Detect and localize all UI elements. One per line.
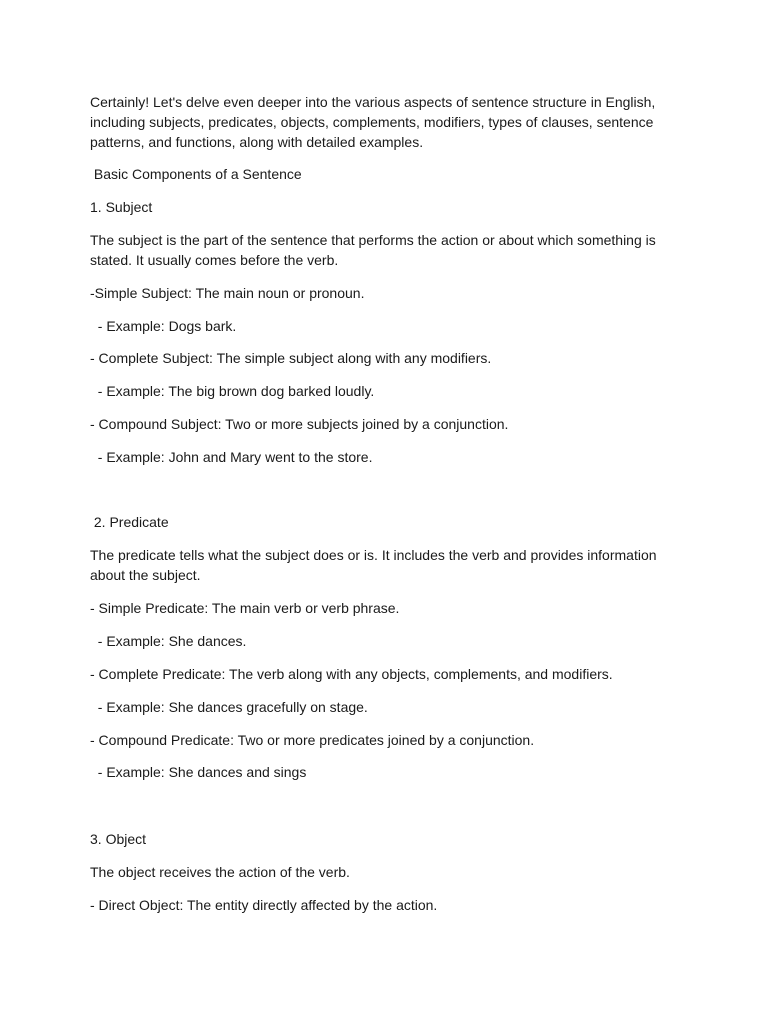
complete-predicate-item: - Complete Predicate: The verb along with any objects, complements, and modifiers. [90, 666, 613, 682]
predicate-description: The predicate tells what the subject does or is. It includes the verb and provides information about the subject. [90, 547, 657, 583]
simple-subject-item: -Simple Subject: The main noun or pronoun. [90, 285, 365, 301]
complete-subject-example: - Example: The big brown dog barked loudly. [90, 383, 375, 399]
simple-subject-example: - Example: Dogs bark. [90, 318, 237, 334]
compound-predicate-example: - Example: She dances and sings [90, 764, 307, 780]
complete-predicate-example: - Example: She dances gracefully on stage. [90, 699, 368, 715]
compound-predicate-item: - Compound Predicate: Two or more predicates joined by a conjunction. [90, 732, 535, 748]
predicate-heading: 2. Predicate [90, 514, 169, 530]
object-description: The object receives the action of the verb. [90, 864, 350, 880]
subject-description: The subject is the part of the sentence that performs the action or about which something is stated. It usually comes before the verb. [90, 232, 656, 268]
complete-subject-item: - Complete Subject: The simple subject along with any modifiers. [90, 350, 492, 366]
section-heading: Basic Components of a Sentence [90, 166, 302, 182]
compound-subject-example: - Example: John and Mary went to the store. [90, 449, 373, 465]
object-heading: 3. Object [90, 831, 147, 847]
intro-paragraph: Certainly! Let's delve even deeper into the various aspects of sentence structure in English, including subjects, predicates, objects, complements, modifiers, types of clauses, sentence patterns, and functions, along with detailed examples. [90, 94, 656, 150]
direct-object-item: - Direct Object: The entity directly affected by the action. [90, 897, 438, 913]
simple-predicate-example: - Example: She dances. [90, 633, 247, 649]
simple-predicate-item: - Simple Predicate: The main verb or verb phrase. [90, 600, 400, 616]
compound-subject-item: - Compound Subject: Two or more subjects joined by a conjunction. [90, 416, 509, 432]
subject-heading: 1. Subject [90, 199, 153, 215]
